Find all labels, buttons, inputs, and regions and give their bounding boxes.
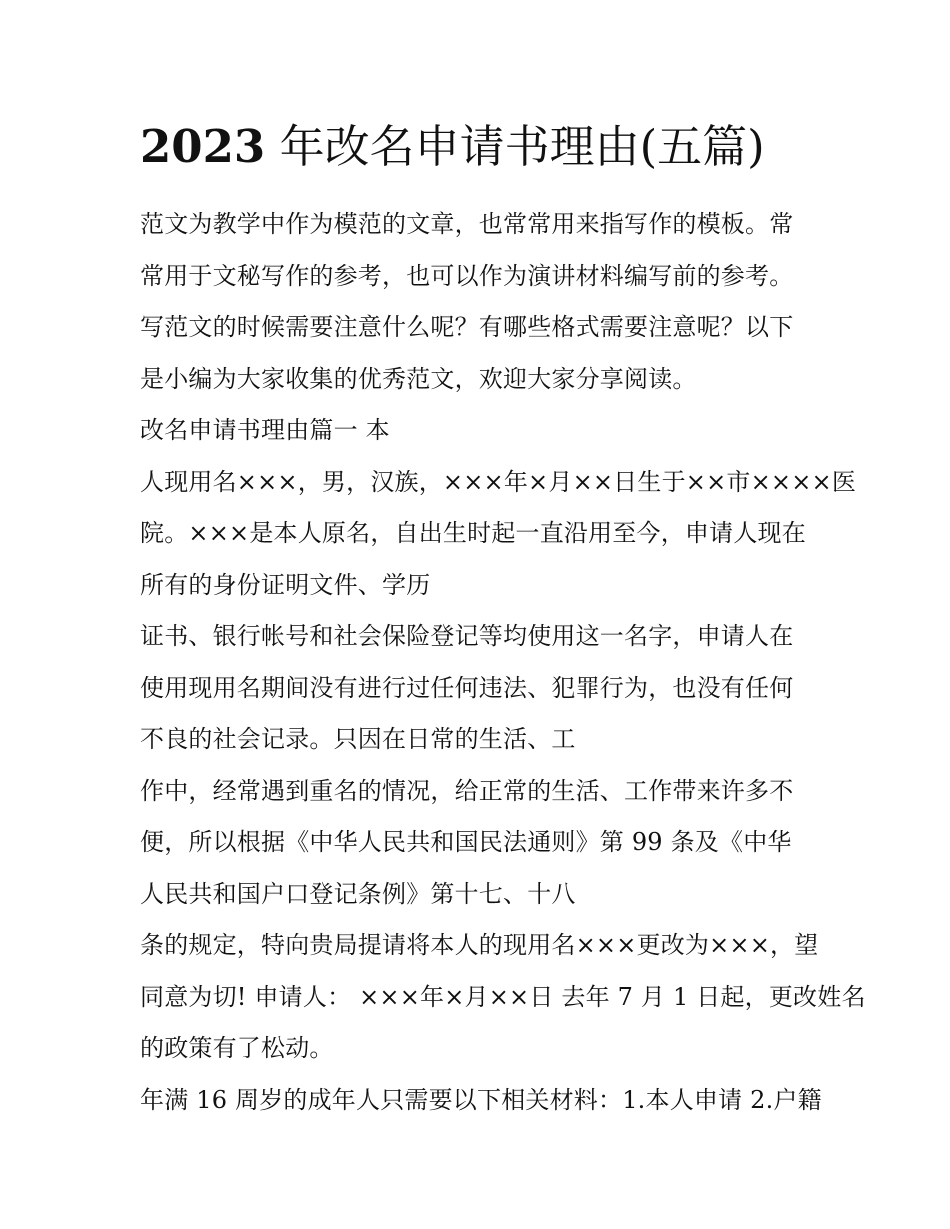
- paragraph-line: 的政策有了松动。: [140, 1034, 334, 1062]
- document-body: [140, 202, 866, 1129]
- paragraph-line: 不良的社会记录。只因在日常的生活、工: [140, 725, 576, 753]
- paragraph-line: 证书、银行帐号和社会保险登记等均使用这一名字，申请人在: [140, 622, 794, 650]
- paragraph-line: 人民共和国户口登记条例》第十七、十八: [140, 879, 576, 908]
- paragraph-line: 年满 16 周岁的成年人只需要以下相关材料：1.本人申请 2.户籍: [140, 1085, 822, 1114]
- paragraph-line: 所有的身份证明文件、学历: [140, 570, 431, 599]
- title-text: 年改名申请书理由(五篇): [279, 120, 765, 173]
- paragraph-line: 作中，经常遇到重名的情况，给正常的生活、工作带来许多不: [140, 776, 794, 805]
- paragraph-line: 同意为切! 申请人： ×××年×月××日 去年 7 月 1 日起，更改姓名: [140, 982, 866, 1011]
- paragraph-line: 是小编为大家收集的优秀范文，欢迎大家分享阅读。: [140, 364, 697, 393]
- paragraph-line: 使用现用名期间没有进行过任何违法、犯罪行为，也没有任何: [140, 673, 794, 702]
- title-year: 2023: [140, 120, 266, 173]
- paragraph-line: 条的规定，特向贵局提请将本人的现用名×××更改为×××，望: [140, 931, 819, 959]
- section-heading: 改名申请书理由篇一 本: [140, 416, 390, 444]
- paragraph-line: 便，所以根据《中华人民共和国民法通则》第 99 条及《中华: [140, 828, 792, 856]
- paragraph-line: 院。×××是本人原名，自出生时起一直沿用至今，申请人现在: [140, 519, 806, 547]
- paragraph-line: 人现用名×××，男，汉族，×××年×月××日生于××市××××医: [140, 467, 857, 496]
- paragraph-line: 常用于文秘写作的参考，也可以作为演讲材料编写前的参考。: [140, 261, 794, 290]
- paragraph-line: 写范文的时候需要注意什么呢？有哪些格式需要注意呢？以下: [140, 313, 794, 341]
- paragraph-line: 范文为教学中作为模范的文章，也常常用来指写作的模板。常: [140, 210, 794, 238]
- page-title: [140, 118, 840, 176]
